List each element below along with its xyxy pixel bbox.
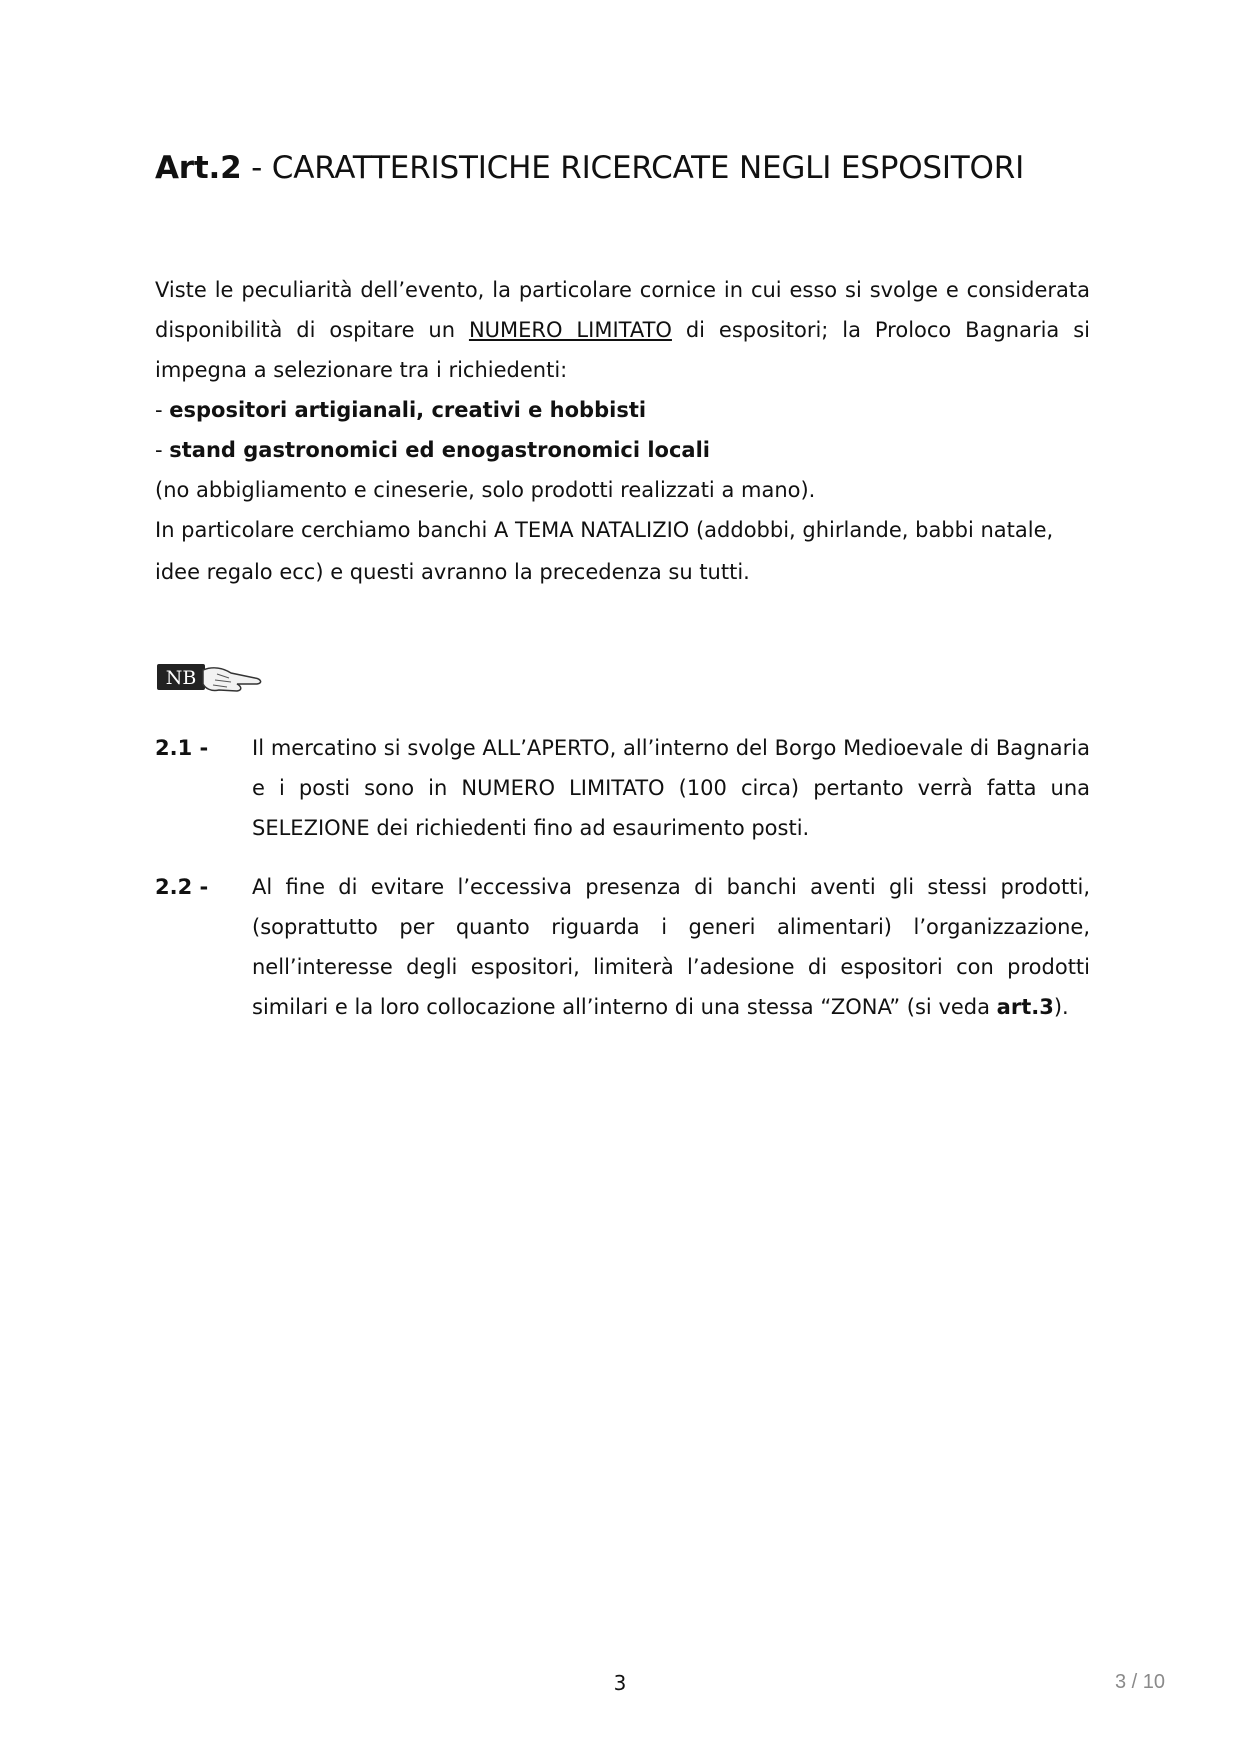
bullet-artigianali (155, 390, 1090, 430)
bullet-text: stand gastronomici ed enogastronomici locali (169, 438, 710, 462)
bullet-gastronomici (155, 430, 1090, 470)
intro-note: (no abbigliamento e cineserie, solo prodotti realizzati a mano). (155, 478, 816, 502)
item-text: Il mercatino si svolge ALL’APERTO, all’interno del Borgo Medioevale di Bagnaria e i posti sono in NUMERO LIMITATO (100 circa) pertanto verrà fatta una SELEZIONE dei richiedenti fino ad esaurimento posti. (252, 736, 1090, 840)
heading-article-number: Art.2 (155, 150, 242, 186)
heading-title: - CARATTERISTICHE RICERCATE NEGLI ESPOSITORI (241, 150, 1025, 186)
bullet-text: espositori artigianali, creativi e hobbisti (169, 398, 647, 422)
page-indicator: 3 / 10 (1114, 1671, 1165, 1693)
bullet-dash: - (155, 438, 170, 462)
numbered-items (155, 728, 1090, 1046)
intro-text-end: di espositori; la Proloco Bagnaria si impegna a selezionare tra i richiedenti: (155, 318, 1090, 382)
intro-theme-line-2: idee regalo ecc) e questi avranno la precedenza su tutti. (155, 560, 750, 584)
list-item (155, 728, 1090, 848)
intro-underlined-text: NUMERO LIMITATO (468, 318, 672, 342)
hand-shape (203, 668, 261, 691)
nb-badge-label: NB (165, 667, 197, 689)
item-reference: art.3 (996, 995, 1054, 1019)
nb-pointing-hand-icon (157, 660, 277, 700)
intro-text-start: Viste le peculiarità dell’evento, la particolare cornice in cui esso si svolge e considerata disponibilità di ospitare un (155, 278, 1090, 342)
page-number: 3 (613, 1671, 627, 1695)
list-item (155, 867, 1090, 1027)
section-heading (155, 146, 1115, 190)
item-text (252, 867, 1090, 1027)
intro-section (155, 270, 1090, 592)
item-number: 2.2 - (155, 875, 209, 899)
intro-theme-line: In particolare cerchiamo banchi A TEMA NATALIZIO (addobbi, ghirlande, babbi natale, (155, 518, 1054, 542)
intro-paragraph (155, 270, 1090, 390)
bullet-dash: - (155, 398, 170, 422)
item-text-end: ). (1053, 995, 1069, 1019)
item-text-start: Al fine di evitare l’eccessiva presenza di banchi aventi gli stessi prodotti, (soprattutto per quanto riguarda i generi alimentari) l’organizzazione, nell’interesse degli espositori, limiterà l’adesione di espositori con prodotti similari e la loro collocazione all’interno di una stessa “ZONA” (si veda (252, 875, 1090, 1019)
item-number: 2.1 - (155, 736, 209, 760)
